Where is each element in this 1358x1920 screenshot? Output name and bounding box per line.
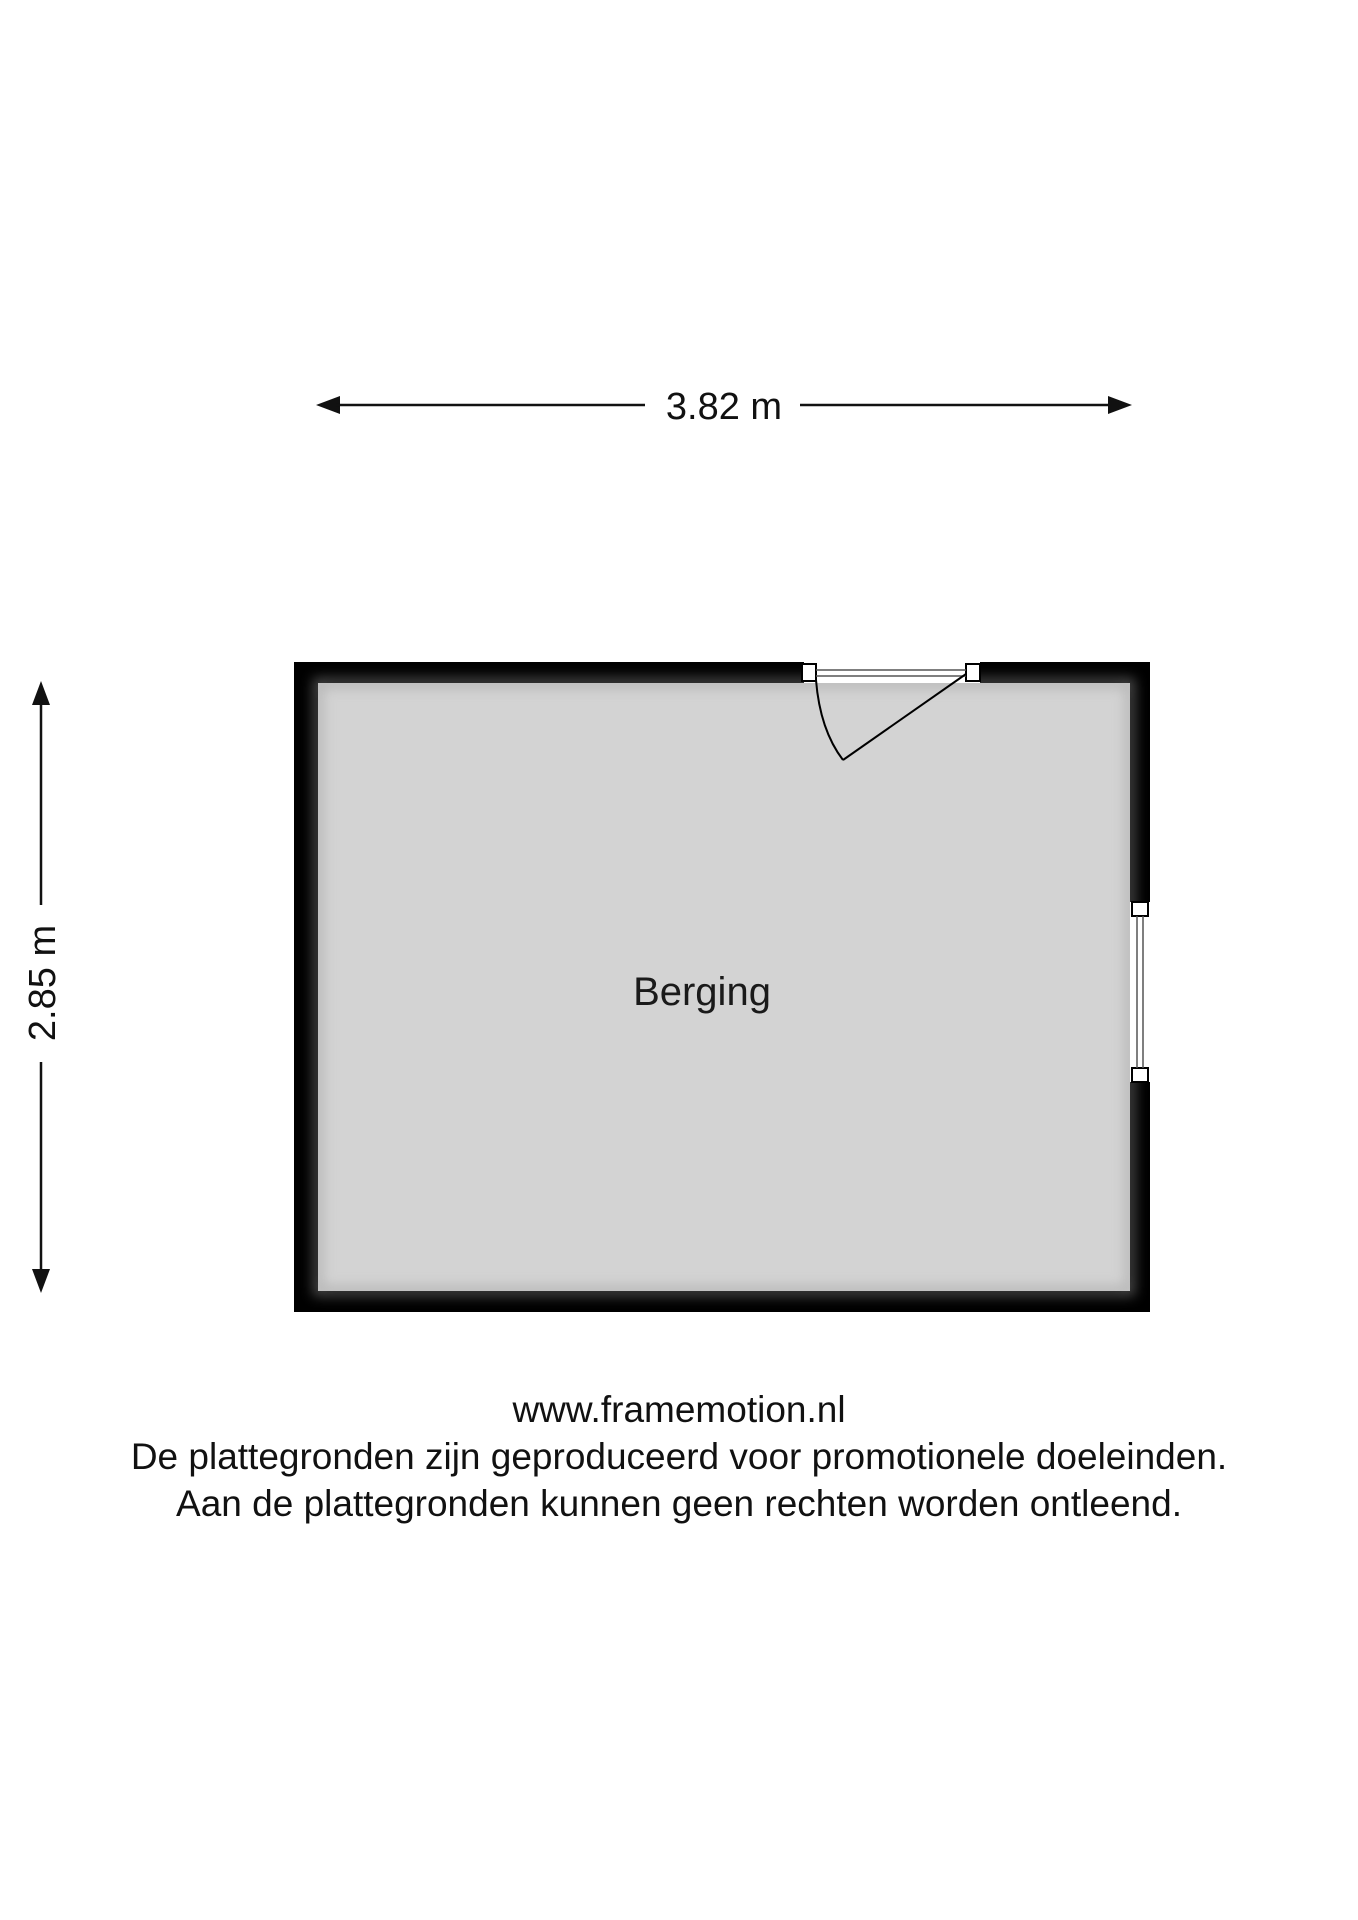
height-dimension-label: 2.85 m — [22, 924, 64, 1042]
disclaimer-line-2: Aan de plattegronden kunnen geen rechten worden ontleend. — [176, 1483, 1182, 1524]
height-dimension — [22, 681, 64, 1293]
door-opening — [804, 662, 980, 683]
window-frame-bottom — [1132, 1068, 1148, 1082]
footer — [0, 1386, 1358, 1527]
disclaimer-line-1: De plattegronden zijn geproduceerd voor promotionele doeleinden. — [130, 1436, 1228, 1477]
window — [1130, 902, 1150, 1082]
width-dimension-label: 3.82 m — [665, 386, 783, 428]
window-frame-top — [1132, 902, 1148, 916]
width-dimension — [316, 386, 1132, 428]
window-opening — [1130, 902, 1150, 1082]
website-link[interactable]: www.framemotion.nl — [512, 1389, 846, 1430]
door-frame-left — [802, 664, 816, 681]
door-frame-right — [966, 664, 980, 681]
width-arrow-right-icon — [1108, 396, 1132, 414]
room-label: Berging — [633, 970, 771, 1014]
height-arrow-bottom-icon — [32, 1269, 50, 1293]
